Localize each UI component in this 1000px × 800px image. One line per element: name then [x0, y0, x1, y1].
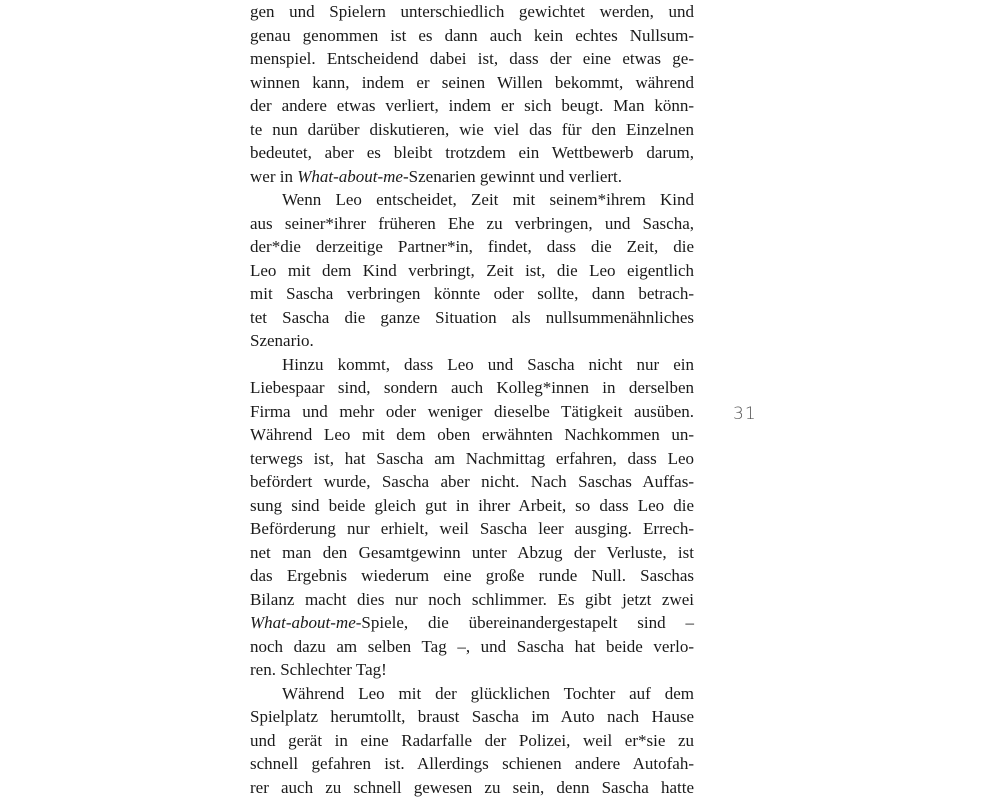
text-line — [250, 212, 694, 236]
text-segment: Firma und mehr oder weniger dieselbe Tätigkeit ausüben. — [250, 401, 694, 421]
text-segment: rer auch zu schnell gewesen zu sein, denn Sascha hatte — [250, 777, 694, 797]
text-line — [250, 47, 694, 71]
text-segment: Beförderung nur erhielt, weil Sascha leer ausging. Errech- — [250, 519, 694, 538]
text-line — [250, 541, 694, 565]
text-segment: schnell gefahren ist. Allerdings schienen andere Autofah- — [250, 754, 694, 773]
text-segment: -Spiele, die übereinandergestapelt sind – — [355, 613, 694, 632]
text-line — [250, 564, 694, 588]
text-line — [250, 447, 694, 471]
text-line — [250, 282, 694, 306]
text-segment: der*die derzeitige Partner*in, findet, dass die Zeit, die — [250, 237, 694, 256]
text-segment: Liebespaar sind, sondern auch Kolleg*innen in derselben — [250, 378, 694, 397]
text-line — [250, 658, 694, 682]
text-segment: te nun darüber diskutieren, wie viel das für den Einzelnen — [250, 119, 694, 139]
text-line — [250, 517, 694, 541]
text-line — [250, 259, 694, 283]
text-line — [250, 141, 694, 165]
text-segment: gen und Spielern unterschiedlich gewichtet werden, und — [250, 2, 694, 21]
text-line — [250, 94, 694, 118]
text-line — [250, 353, 694, 377]
text-line — [250, 400, 694, 424]
text-segment: -Szenarien gewinnt und verliert. — [402, 166, 623, 186]
text-line — [250, 729, 694, 753]
text-line — [250, 188, 694, 212]
text-line — [250, 235, 694, 259]
text-segment: befördert wurde, Sascha aber nicht. Nach Saschas Auffas- — [250, 472, 694, 491]
text-segment: winnen kann, indem er seinen Willen bekommt, während — [250, 72, 694, 92]
text-segment: Szenario. — [250, 331, 314, 350]
text-line — [250, 0, 694, 24]
text-segment: Während Leo mit der glücklichen Tochter auf dem — [282, 683, 694, 703]
text-segment: Hinzu kommt, dass Leo und Sascha nicht nur ein — [282, 354, 694, 374]
italic-term: What-about-me — [297, 166, 403, 186]
text-line — [250, 306, 694, 330]
text-line — [250, 376, 694, 400]
text-segment: bedeutet, aber es bleibt trotzdem ein Wettbewerb darum, — [250, 143, 694, 162]
text-segment: wer in — [250, 166, 298, 186]
text-segment: mit Sascha verbringen könnte oder sollte, dann betrach- — [250, 284, 694, 303]
text-segment: menspiel. Entscheidend dabei ist, dass der eine etwas ge- — [250, 49, 694, 68]
text-line — [250, 588, 694, 612]
text-line — [250, 24, 694, 48]
text-line — [250, 329, 694, 353]
text-segment: und gerät in eine Radarfalle der Polizei, weil er*sie zu — [250, 730, 694, 750]
text-line — [250, 682, 694, 706]
text-segment: Leo mit dem Kind verbringt, Zeit ist, die Leo eigentlich — [250, 260, 694, 280]
text-segment: das Ergebnis wiederum eine große runde Null. Saschas — [250, 566, 694, 585]
text-line — [250, 635, 694, 659]
text-segment: Bilanz macht dies nur noch schlimmer. Es gibt jetzt zwei — [250, 589, 694, 609]
text-line — [250, 776, 694, 800]
text-segment: Wenn Leo entscheidet, Zeit mit seinem*ihrem Kind — [282, 190, 694, 209]
text-segment: sung sind beide gleich gut in ihrer Arbeit, so dass Leo die — [250, 495, 694, 515]
text-line — [250, 118, 694, 142]
text-segment: genau genommen ist es dann auch kein echtes Nullsum- — [250, 25, 694, 45]
page-number: 31 — [733, 404, 757, 424]
text-segment: aus seiner*ihrer früheren Ehe zu verbringen, und Sascha, — [250, 213, 694, 233]
text-segment: der andere etwas verliert, indem er sich beugt. Man könn- — [250, 96, 694, 115]
text-segment: ren. Schlechter Tag! — [250, 660, 387, 679]
body-text — [250, 0, 694, 799]
text-line — [250, 71, 694, 95]
text-segment: tet Sascha die ganze Situation als nullsummenähnliches — [250, 307, 694, 327]
text-segment: noch dazu am selben Tag –, und Sascha hat beide verlo- — [250, 636, 694, 656]
text-segment: Spielplatz herumtollt, braust Sascha im Auto nach Hause — [250, 707, 694, 726]
text-segment: Während Leo mit dem oben erwähnten Nachkommen un- — [250, 425, 694, 444]
text-line — [250, 165, 694, 189]
text-line — [250, 470, 694, 494]
text-line — [250, 705, 694, 729]
italic-term: What-about-me — [250, 613, 356, 632]
text-line — [250, 494, 694, 518]
text-segment: terwegs ist, hat Sascha am Nachmittag erfahren, dass Leo — [250, 448, 694, 468]
text-segment: net man den Gesamtgewinn unter Abzug der Verluste, ist — [250, 542, 694, 562]
text-line — [250, 423, 694, 447]
text-line — [250, 611, 694, 635]
text-line — [250, 752, 694, 776]
